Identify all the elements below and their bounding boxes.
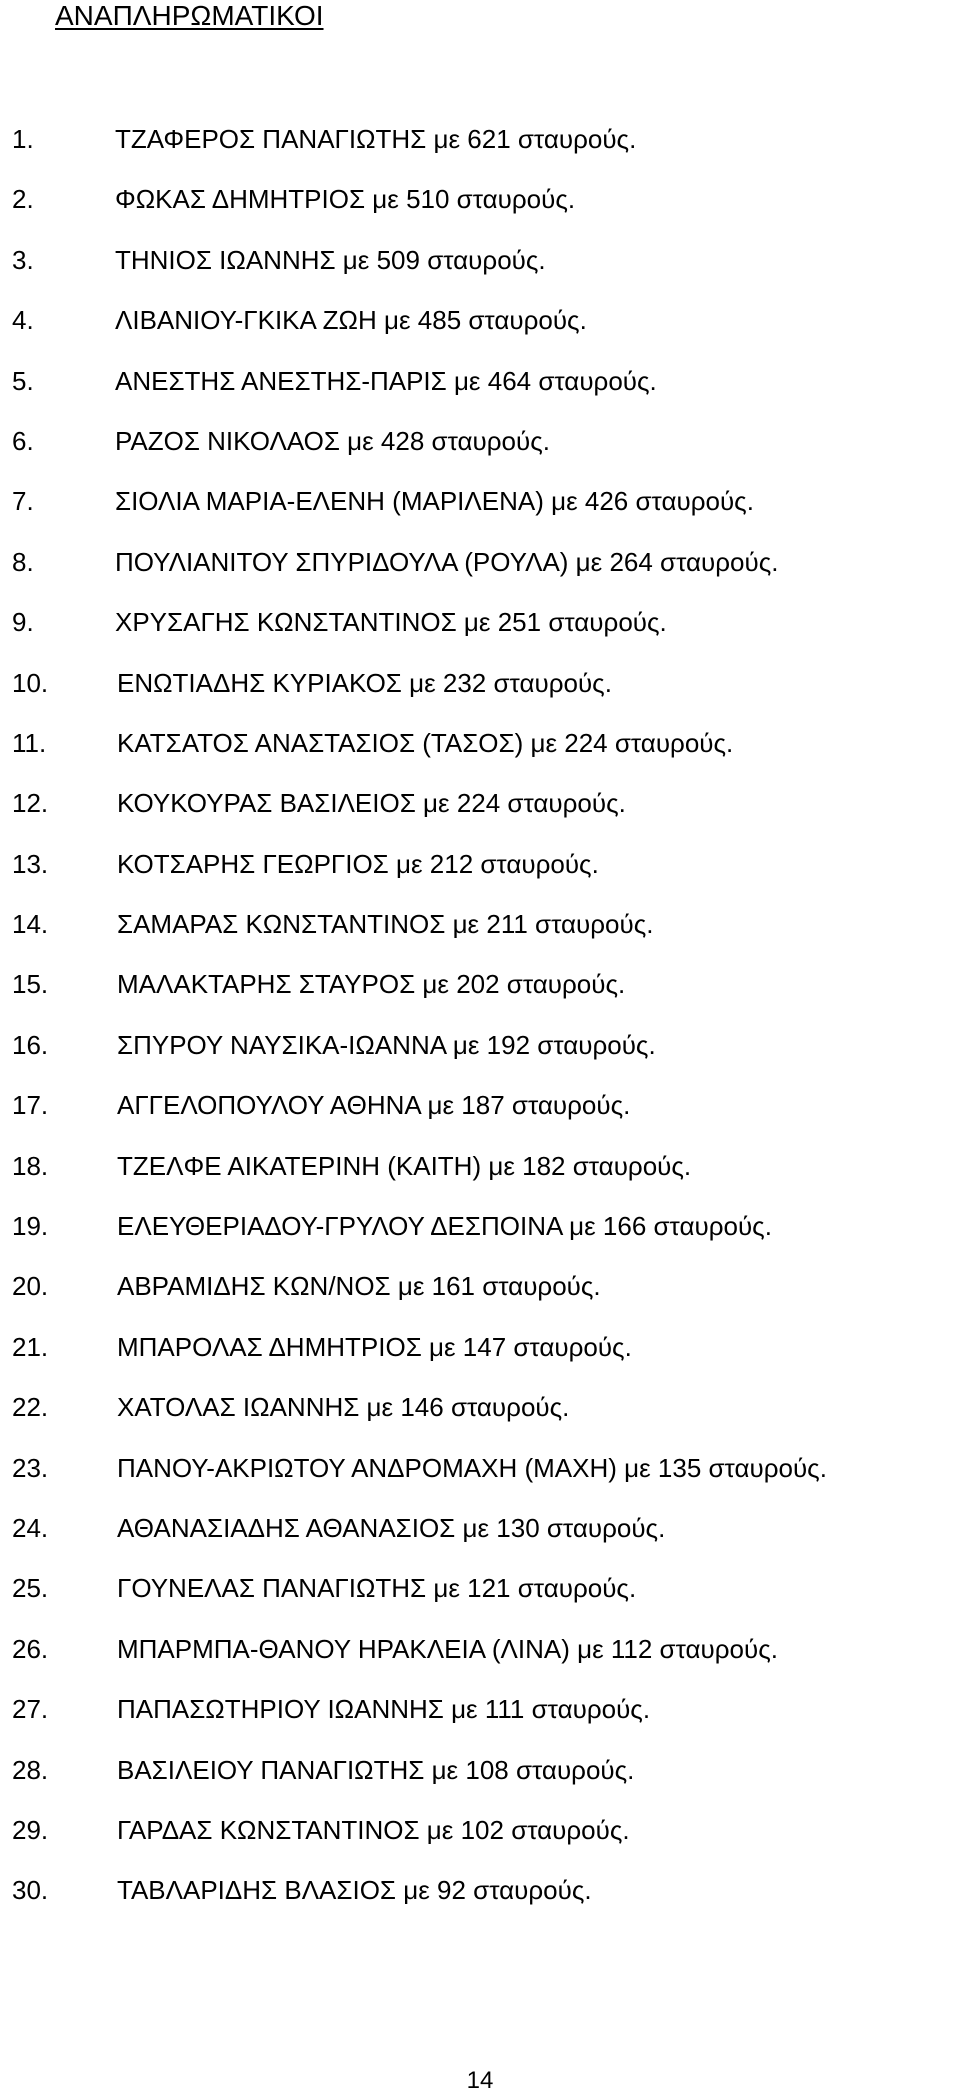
- list-item-number: 7.: [12, 486, 34, 517]
- list-item-number: 10.: [12, 667, 49, 698]
- list-item-number: 20.: [12, 1271, 49, 1302]
- list-item: [0, 1331, 960, 1391]
- list-item: [0, 546, 960, 606]
- list-item-text: ΓΟΥΝΕΛΑΣ ΠΑΝΑΓΙΩΤΗΣ με 121 σταυρούς.: [117, 1573, 637, 1604]
- list-item-number: 6.: [12, 425, 34, 456]
- list-item-text: ΕΛΕΥΘΕΡΙΑΔΟΥ-ΓΡΥΛΟΥ ΔΕΣΠΟΙΝΑ με 166 σταυρούς.: [117, 1211, 772, 1242]
- list-item-number: 17.: [12, 1090, 49, 1121]
- list-item-text: ΠΟΥΛΙΑΝΙΤΟΥ ΣΠΥΡΙΔΟΥΛΑ (ΡΟΥΛΑ) με 264 σταυρούς.: [115, 546, 779, 577]
- list-item-number: 13.: [12, 848, 49, 879]
- list-item: [0, 1089, 960, 1149]
- list-item-text: ΠΑΝΟΥ-ΑΚΡΙΩΤΟΥ ΑΝΔΡΟΜΑΧΗ (ΜΑΧΗ) με 135 σταυρούς.: [117, 1452, 827, 1483]
- list-item-number: 21.: [12, 1331, 49, 1362]
- list-item-number: 23.: [12, 1452, 49, 1483]
- list-item: [0, 304, 960, 364]
- list-item-number: 2.: [12, 184, 34, 215]
- list-item-text: ΓΑΡΔΑΣ ΚΩΝΣΤΑΝΤΙΝΟΣ με 102 σταυρούς.: [117, 1814, 630, 1845]
- list-item-number: 14.: [12, 909, 49, 940]
- list-item-number: 4.: [12, 305, 34, 336]
- list-item-number: 22.: [12, 1392, 49, 1423]
- list-item-text: ΑΒΡΑΜΙΔΗΣ ΚΩΝ/ΝΟΣ με 161 σταυρούς.: [117, 1271, 601, 1302]
- list-item-text: ΧΡΥΣΑΓΗΣ ΚΩΝΣΤΑΝΤΙΝΟΣ με 251 σταυρούς.: [115, 607, 667, 638]
- list-item: [0, 183, 960, 243]
- list-item: [0, 1754, 960, 1814]
- list-item-text: ΛΙΒΑΝΙΟΥ-ΓΚΙΚΑ ΖΩΗ με 485 σταυρούς.: [115, 305, 587, 336]
- list-item: [0, 667, 960, 727]
- list-item: [0, 485, 960, 545]
- list-item-number: 29.: [12, 1814, 49, 1845]
- list-item-text: ΑΓΓΕΛΟΠΟΥΛΟΥ ΑΘΗΝΑ με 187 σταυρούς.: [117, 1090, 631, 1121]
- list-item-text: ΜΑΛΑΚΤΑΡΗΣ ΣΤΑΥΡΟΣ με 202 σταυρούς.: [117, 969, 626, 1000]
- list-item: [0, 244, 960, 304]
- list-item-text: ΠΑΠΑΣΩΤΗΡΙΟΥ ΙΩΑΝΝΗΣ με 111 σταυρούς.: [117, 1694, 651, 1725]
- list-item-number: 27.: [12, 1694, 49, 1725]
- list-item-number: 25.: [12, 1573, 49, 1604]
- list-item: [0, 606, 960, 666]
- list-item-number: 15.: [12, 969, 49, 1000]
- list-item-text: ΚΟΤΣΑΡΗΣ ΓΕΩΡΓΙΟΣ με 212 σταυρούς.: [117, 848, 599, 879]
- list-item-text: ΑΝΕΣΤΗΣ ΑΝΕΣΤΗΣ-ΠΑΡΙΣ με 464 σταυρούς.: [115, 365, 657, 396]
- list-item-number: 1.: [12, 124, 34, 154]
- list-item-number: 8.: [12, 546, 34, 577]
- list-item-text: ΒΑΣΙΛΕΙΟΥ ΠΑΝΑΓΙΩΤΗΣ με 108 σταυρούς.: [117, 1754, 635, 1785]
- list-item-text: ΣΑΜΑΡΑΣ ΚΩΝΣΤΑΝΤΙΝΟΣ με 211 σταυρούς.: [117, 909, 654, 940]
- list-item-text: ΧΑΤΟΛΑΣ ΙΩΑΝΝΗΣ με 146 σταυρούς.: [117, 1392, 570, 1423]
- list-item: [0, 425, 960, 485]
- list-item-text: ΤΖΕΛΦΕ ΑΙΚΑΤΕΡΙΝΗ (ΚΑΙΤΗ) με 182 σταυρούς.: [117, 1150, 692, 1181]
- list-item-text: ΑΘΑΝΑΣΙΑΔΗΣ ΑΘΑΝΑΣΙΟΣ με 130 σταυρούς.: [117, 1512, 666, 1543]
- list-item: [0, 1029, 960, 1089]
- list-item: [0, 1874, 960, 1934]
- list-item: [0, 787, 960, 847]
- list-item: [0, 1391, 960, 1451]
- list-item-number: 28.: [12, 1754, 49, 1785]
- list-item-text: ΤΑΒΛΑΡΙΔΗΣ ΒΛΑΣΙΟΣ με 92 σταυρούς.: [117, 1875, 592, 1906]
- list-item-number: 12.: [12, 788, 49, 819]
- list-item-number: 26.: [12, 1633, 49, 1664]
- list-item: [0, 123, 960, 183]
- list-item: [0, 1572, 960, 1632]
- list-item: [0, 968, 960, 1028]
- list-item: [0, 1270, 960, 1330]
- list-item-number: 24.: [12, 1512, 49, 1543]
- list-item-text: ΜΠΑΡΜΠΑ-ΘΑΝΟΥ ΗΡΑΚΛΕΙΑ (ΛΙΝΑ) με 112 σταυρούς.: [117, 1633, 778, 1664]
- list-item-number: 30.: [12, 1875, 49, 1906]
- list-item-number: 19.: [12, 1211, 49, 1242]
- list-item-text: ΤΗΝΙΟΣ ΙΩΑΝΝΗΣ με 509 σταυρούς.: [115, 244, 546, 275]
- list-item-text: ΚΟΥΚΟΥΡΑΣ ΒΑΣΙΛΕΙΟΣ με 224 σταυρούς.: [117, 788, 626, 819]
- list-item: [0, 908, 960, 968]
- page-number: 14: [466, 2067, 494, 2094]
- list-item: [0, 1814, 960, 1874]
- list-item-number: 5.: [12, 365, 34, 396]
- list-item-text: ΤΖΑΦΕΡΟΣ ΠΑΝΑΓΙΩΤΗΣ με 621 σταυρούς.: [115, 124, 637, 154]
- list-item-number: 9.: [12, 607, 34, 638]
- list-item: [0, 727, 960, 787]
- section-heading: ΑΝΑΠΛΗΡΩΜΑΤΙΚΟΙ: [55, 0, 324, 31]
- list-item-number: 3.: [12, 244, 34, 275]
- list-item: [0, 1210, 960, 1270]
- list-item: [0, 848, 960, 908]
- list-item-text: ΜΠΑΡΟΛΑΣ ΔΗΜΗΤΡΙΟΣ με 147 σταυρούς.: [117, 1331, 632, 1362]
- list-item: [0, 1633, 960, 1693]
- list-item-number: 16.: [12, 1029, 49, 1060]
- list-item: [0, 1150, 960, 1210]
- list-item-text: ΚΑΤΣΑΤΟΣ ΑΝΑΣΤΑΣΙΟΣ (ΤΑΣΟΣ) με 224 σταυρούς.: [117, 727, 734, 758]
- list-item: [0, 1512, 960, 1572]
- list-item-text: ΣΠΥΡΟΥ ΝΑΥΣΙΚΑ-ΙΩΑΝΝΑ με 192 σταυρούς.: [117, 1029, 656, 1060]
- list-item-number: 11.: [12, 727, 47, 758]
- list-item-number: 18.: [12, 1150, 49, 1181]
- list-item-text: ΣΙΟΛΙΑ ΜΑΡΙΑ-ΕΛΕΝΗ (ΜΑΡΙΛΕΝΑ) με 426 σταυρούς.: [115, 486, 754, 517]
- list-item-text: ΦΩΚΑΣ ΔΗΜΗΤΡΙΟΣ με 510 σταυρούς.: [115, 184, 576, 215]
- list-item: [0, 365, 960, 425]
- list-item-text: ΡΑΖΟΣ ΝΙΚΟΛΑΟΣ με 428 σταυρούς.: [115, 425, 550, 456]
- candidate-list: [0, 123, 960, 1935]
- list-item: [0, 1693, 960, 1753]
- list-item: [0, 1452, 960, 1512]
- list-item-text: ΕΝΩΤΙΑΔΗΣ ΚΥΡΙΑΚΟΣ με 232 σταυρούς.: [117, 667, 612, 698]
